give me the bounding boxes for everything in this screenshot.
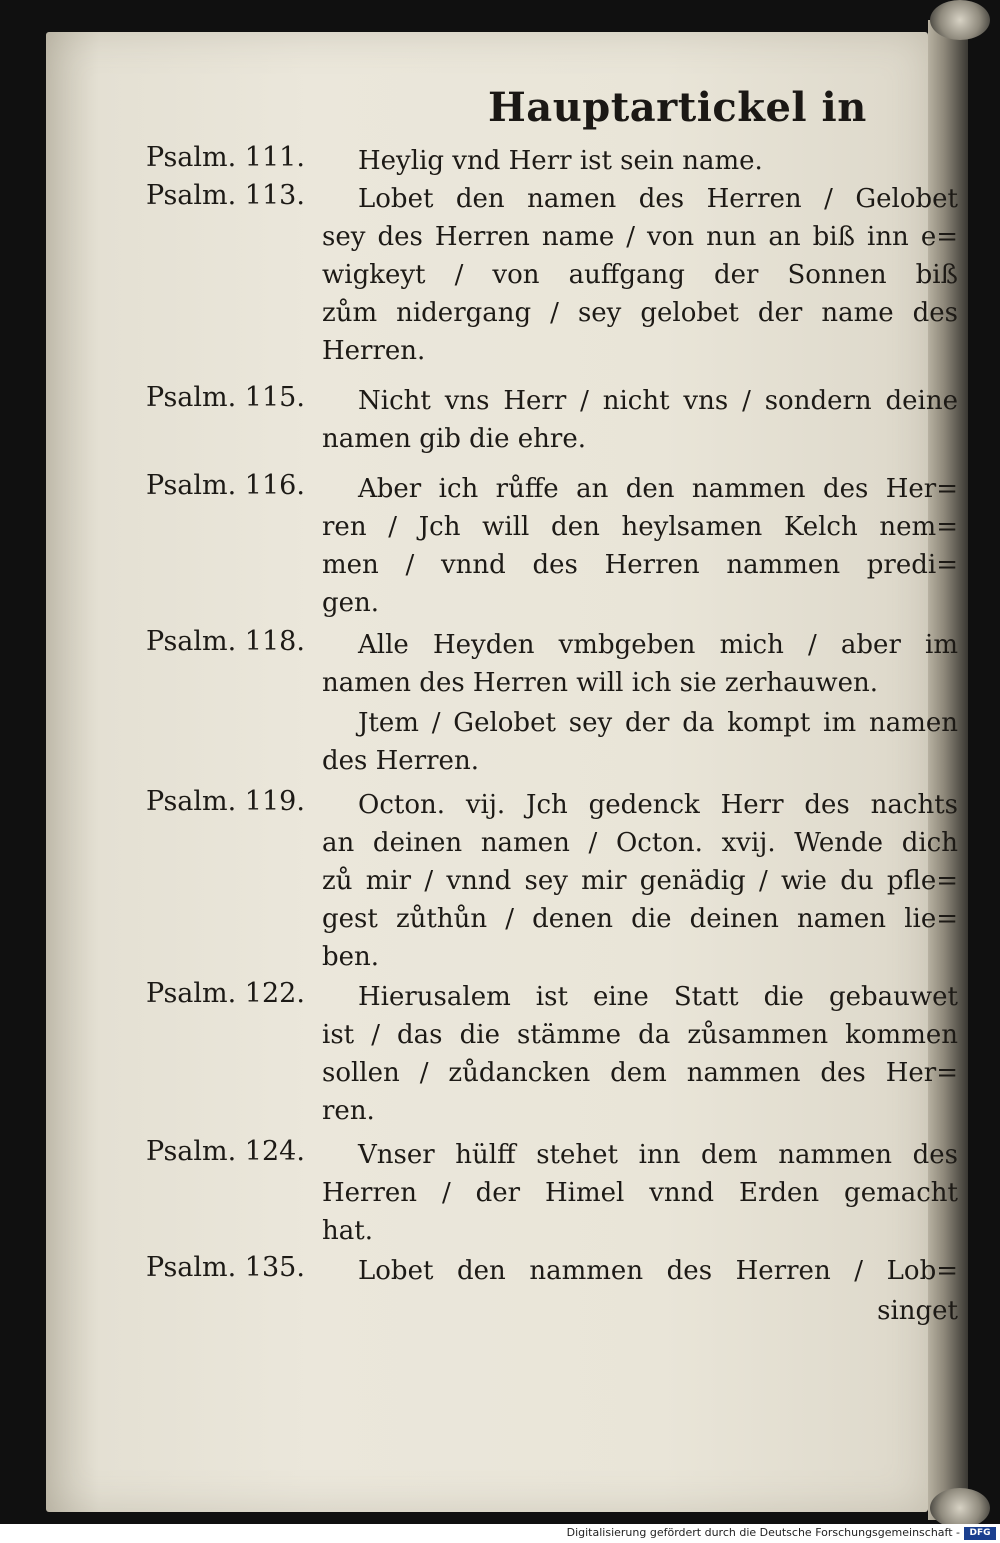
text-line: gest zůthůn / denen die deinen namen lie= xyxy=(322,904,958,934)
text-line: ren. xyxy=(322,1096,375,1126)
text-line: ben. xyxy=(322,942,380,972)
text-line: Alle Heyden vmbgeben mich / aber im xyxy=(358,630,958,660)
psalm-reference: Psalm. 116. xyxy=(146,470,305,501)
text-line: wigkeyt / von auffgang der Sonnen biß xyxy=(322,260,958,290)
running-head: Hauptartickel in xyxy=(488,84,867,131)
text-line: sey des Herren name / von nun an biß inn e= xyxy=(322,222,958,252)
text-line: zů mir / vnnd sey mir genädig / wie du pfle= xyxy=(322,866,958,896)
psalm-reference: Psalm. 119. xyxy=(146,786,305,817)
text-line: Lobet den namen des Herren / Gelobet xyxy=(358,184,958,214)
text-line: men / vnnd des Herren nammen predi= xyxy=(322,550,958,580)
catchword: singet xyxy=(877,1296,958,1326)
text-line: hat. xyxy=(322,1216,373,1246)
footer-bar xyxy=(0,1524,1000,1543)
text-line: namen gib die ehre. xyxy=(322,424,586,454)
text-line: an deinen namen / Octon. xvij. Wende dich xyxy=(322,828,958,858)
text-line: Jtem / Gelobet sey der da kompt im namen xyxy=(358,708,958,738)
text-line: sollen / zůdancken dem nammen des Her= xyxy=(322,1058,958,1088)
text-line: Octon. vij. Jch gedenck Herr des nachts xyxy=(358,790,958,820)
text-line: Hierusalem ist eine Statt die gebauwet xyxy=(358,982,958,1012)
text-line: gen. xyxy=(322,588,380,618)
text-line: Nicht vns Herr / nicht vns / sondern deine xyxy=(358,386,958,416)
dfg-logo[interactable]: DFG xyxy=(964,1527,996,1540)
psalm-reference: Psalm. 122. xyxy=(146,978,305,1009)
binding-ring xyxy=(930,1488,990,1524)
binding-ring xyxy=(930,0,990,40)
psalm-reference: Psalm. 135. xyxy=(146,1252,305,1283)
text-line: Herren / der Himel vnnd Erden gemacht xyxy=(322,1178,958,1208)
footer-credit: Digitalisierung gefördert durch die Deutsche Forschungsgemeinschaft - xyxy=(566,1526,960,1539)
text-line: Vnser hülff stehet inn dem nammen des xyxy=(358,1140,958,1170)
psalm-reference: Psalm. 118. xyxy=(146,626,305,657)
text-line: ist / das die stämme da zůsammen kommen xyxy=(322,1020,958,1050)
text-line: namen des Herren will ich sie zerhauwen. xyxy=(322,668,879,698)
psalm-reference: Psalm. 115. xyxy=(146,382,305,413)
text-line: des Herren. xyxy=(322,746,479,776)
text-line: Lobet den nammen des Herren / Lob= xyxy=(358,1256,958,1286)
psalm-reference: Psalm. 124. xyxy=(146,1136,305,1167)
psalm-reference: Psalm. 111. xyxy=(146,142,305,173)
text-line: ren / Jch will den heylsamen Kelch nem= xyxy=(322,512,958,542)
text-line: Herren. xyxy=(322,336,426,366)
text-line: Aber ich růffe an den nammen des Her= xyxy=(358,474,958,504)
text-line: zům nidergang / sey gelobet der name des xyxy=(322,298,958,328)
text-line: Heylig vnd Herr ist sein name. xyxy=(358,146,763,176)
psalm-reference: Psalm. 113. xyxy=(146,180,305,211)
